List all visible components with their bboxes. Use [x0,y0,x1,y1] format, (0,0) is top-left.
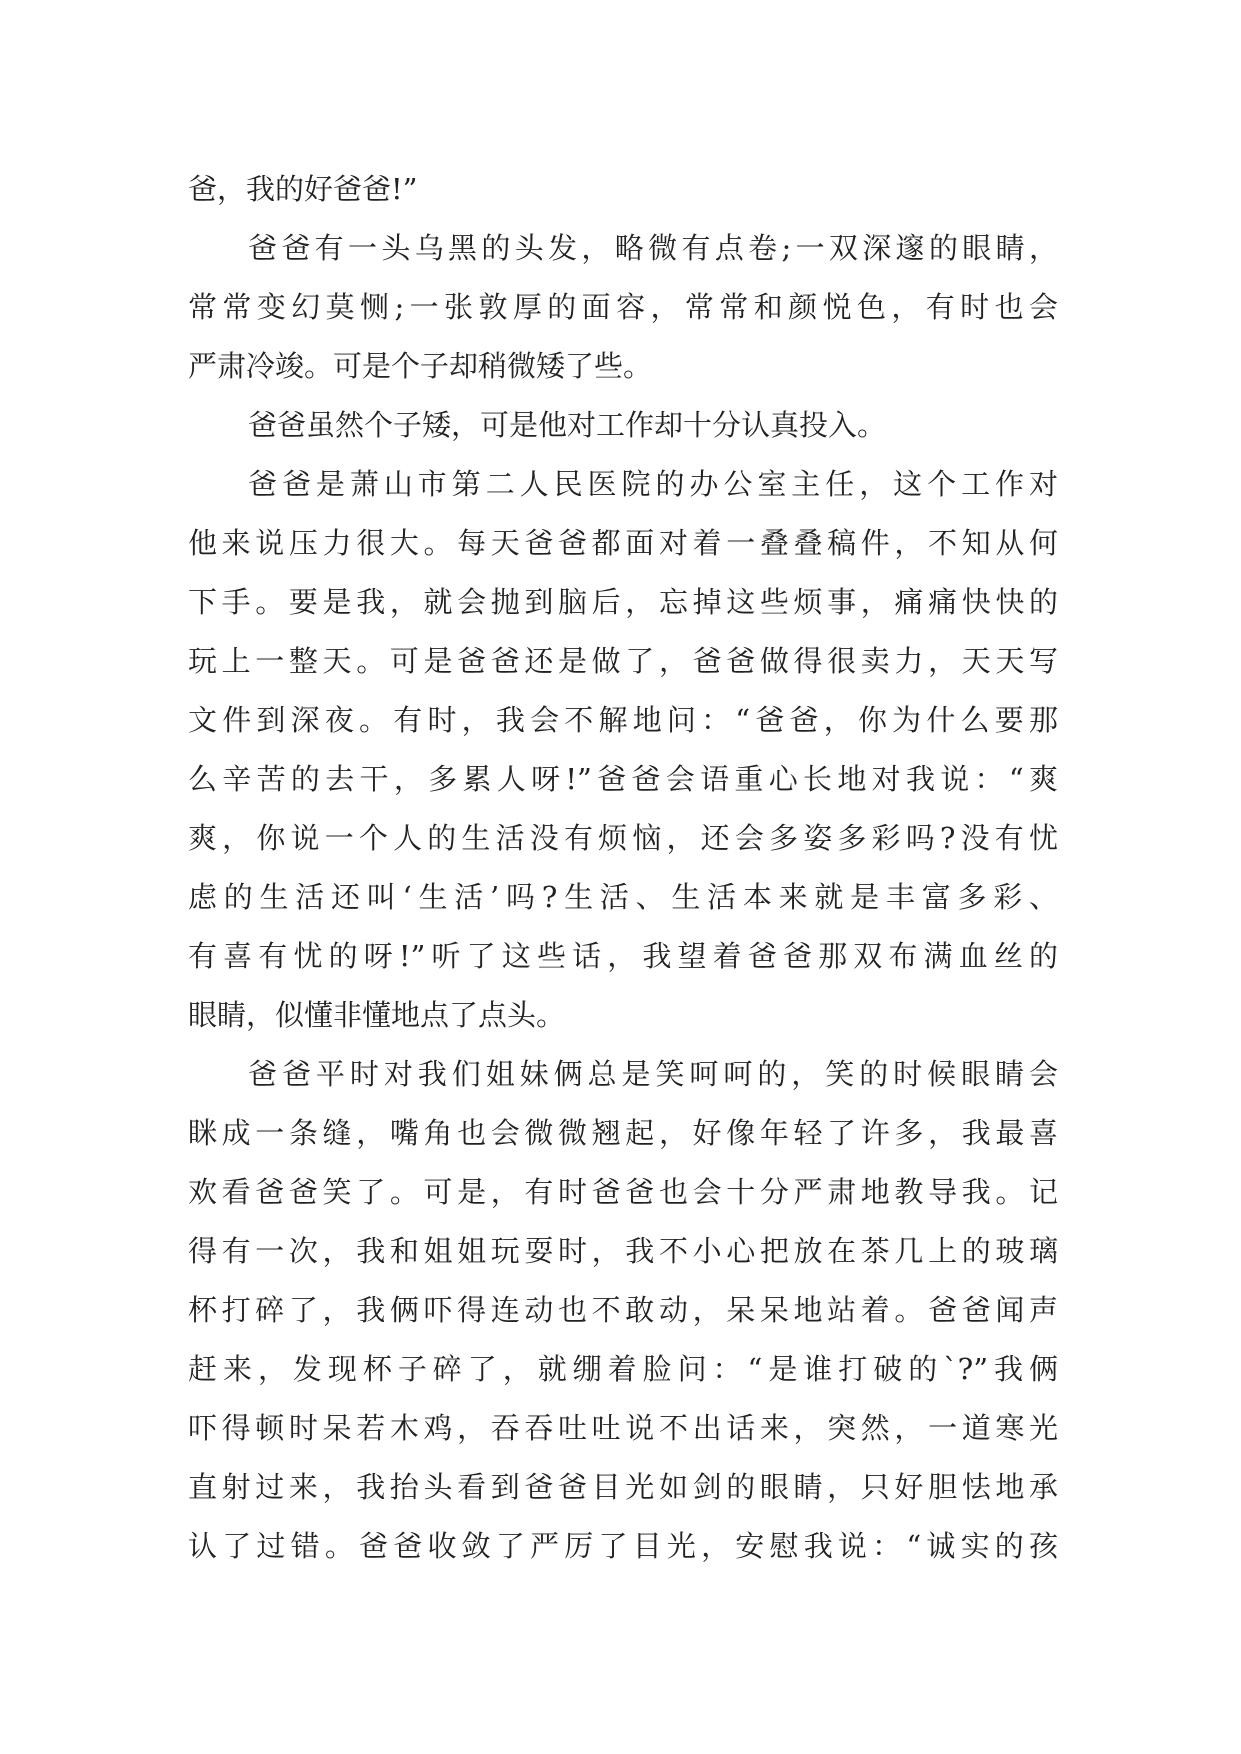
text-line: 眯成一条缝，嘴角也会微微翘起，好像年轻了许多，我最喜 [188,1116,1058,1150]
text-line: 爸爸有一头乌黑的头发，略微有点卷;一双深邃的眼睛， [248,231,1058,265]
text-line: 赶来，发现杯子碎了，就绷着脸问：“是谁打破的`?”我俩 [188,1352,1058,1386]
text-line: 爸爸平时对我们姐妹俩总是笑呵呵的，笑的时候眼睛会 [248,1057,1058,1091]
text-line: 吓得顿时呆若木鸡，吞吞吐吐说不出话来，突然，一道寒光 [188,1411,1058,1445]
paragraph-office-work [188,455,1058,1045]
text-line: 直射过来，我抬头看到爸爸目光如剑的眼睛，只好胆怯地承 [188,1470,1058,1504]
document-body [188,160,1058,1576]
text-line: 眼睛，似懂非懂地点了点头。 [188,998,566,1032]
text-line: 爸爸虽然个子矮，可是他对工作却十分认真投入。 [248,408,887,442]
text-line: 么辛苦的去干，多累人呀!”爸爸会语重心长地对我说：“爽 [188,762,1058,796]
text-line: 欢看爸爸笑了。可是，有时爸爸也会十分严肃地教导我。记 [188,1175,1058,1209]
text-line: 文件到深夜。有时，我会不解地问：“爸爸，你为什么要那 [188,703,1058,737]
text-line: 爸爸是萧山市第二人民医院的办公室主任，这个工作对 [248,467,1058,501]
text-line: 杯打碎了，我俩吓得连动也不敢动，呆呆地站着。爸爸闻声 [188,1293,1058,1327]
text-line: 常常变幻莫恻;一张敦厚的面容，常常和颜悦色，有时也会 [188,290,1058,324]
text-line: 认了过错。爸爸收敛了严厉了目光，安慰我说：“诚实的孩 [188,1529,1058,1563]
paragraph-appearance [188,219,1058,396]
text-line: 爽，你说一个人的生活没有烦恼，还会多姿多彩吗?没有忧 [188,821,1058,855]
paragraph-broken-cup [188,1045,1058,1576]
text-line: 下手。要是我，就会抛到脑后，忘掉这些烦事，痛痛快快的 [188,585,1058,619]
text-line: 玩上一整天。可是爸爸还是做了，爸爸做得很卖力，天天写 [188,644,1058,678]
paragraph-work-attitude [188,396,1058,455]
paragraph-continuation [188,160,1058,219]
text-line: 得有一次，我和姐姐玩耍时，我不小心把放在茶几上的玻璃 [188,1234,1058,1268]
text-line: 严肃冷竣。可是个子却稍微矮了些。 [188,349,653,383]
text-line: 爸，我的好爸爸!” [188,172,418,206]
text-line: 虑的生活还叫‘生活’吗?生活、生活本来就是丰富多彩、 [188,880,1058,914]
text-line: 有喜有忧的呀!”听了这些话，我望着爸爸那双布满血丝的 [188,939,1058,973]
text-line: 他来说压力很大。每天爸爸都面对着一叠叠稿件，不知从何 [188,526,1058,560]
